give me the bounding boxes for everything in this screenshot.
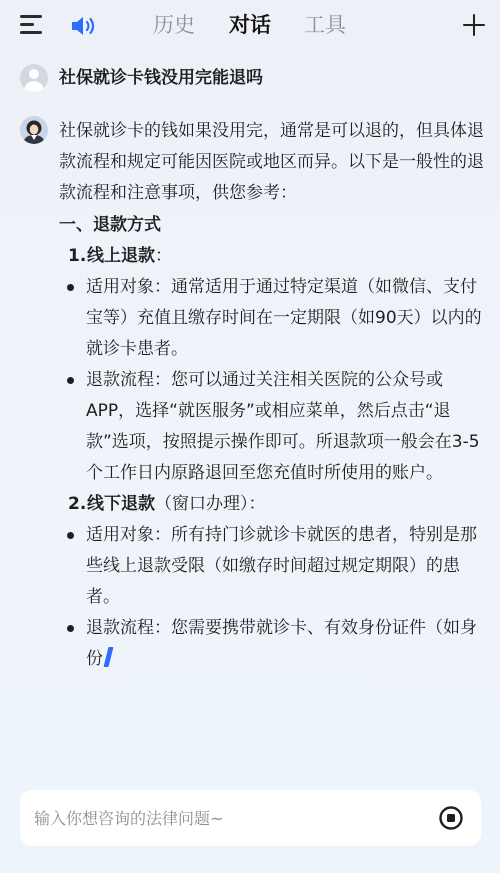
list-item: 退款流程：您可以通过关注相关医院的公众号或APP，选择“就医服务”或相应菜单，然后点击“退款”选项，按照提示操作即可。所退款项一般会在3-5个工作日内原路退回至您充值时所使用的账户。 xyxy=(59,365,490,489)
stop-icon[interactable] xyxy=(438,805,464,831)
answer-intro: 社保就诊卡的钱如果没用完，通常是可以退的，但具体退款流程和规定可能因医院或地区而异。以下是一般性的退款流程和注意事项，供您参考： xyxy=(59,121,484,203)
user-question: 社保就诊卡钱没用完能退吗 xyxy=(59,68,263,88)
method-title: 线下退款 xyxy=(87,494,155,514)
list-item xyxy=(59,613,490,675)
list-item: 适用对象：通常适用于通过特定渠道（如微信、支付宝等）充值且缴存时间在一定期限（如90天）以内的就诊卡患者。 xyxy=(59,272,490,365)
tab-chat[interactable]: 对话 xyxy=(229,13,271,37)
menu-icon[interactable] xyxy=(20,15,42,35)
section-title: 一、退款方式 xyxy=(59,215,161,235)
tab-tools[interactable]: 工具 xyxy=(304,13,346,37)
method-suffix: （窗口办理）： xyxy=(155,494,266,514)
list-item-text: 退款流程：您需要携带就诊卡、有效身份证件（如身份 xyxy=(86,618,477,669)
method-heading-online xyxy=(59,241,490,272)
assistant-answer xyxy=(59,116,490,675)
user-avatar xyxy=(20,64,48,92)
plus-icon[interactable] xyxy=(463,14,485,36)
list-item: 适用对象：所有持门诊就诊卡就医的患者，特别是那些线上退款受限（如缴存时间超过规定期限）的患者。 xyxy=(59,520,490,613)
user-message xyxy=(20,62,480,96)
method-heading-offline xyxy=(59,489,490,520)
assistant-avatar xyxy=(20,116,48,144)
method-suffix: ： xyxy=(155,246,172,266)
typing-cursor xyxy=(104,647,114,667)
top-bar xyxy=(0,0,500,52)
tab-history[interactable]: 历史 xyxy=(153,13,195,37)
method-number: 2. xyxy=(68,494,87,514)
speaker-icon[interactable] xyxy=(70,13,98,39)
method-number: 1. xyxy=(68,246,87,266)
input-bar xyxy=(20,790,481,846)
method-title: 线上退款 xyxy=(87,246,155,266)
question-input[interactable] xyxy=(34,804,414,832)
